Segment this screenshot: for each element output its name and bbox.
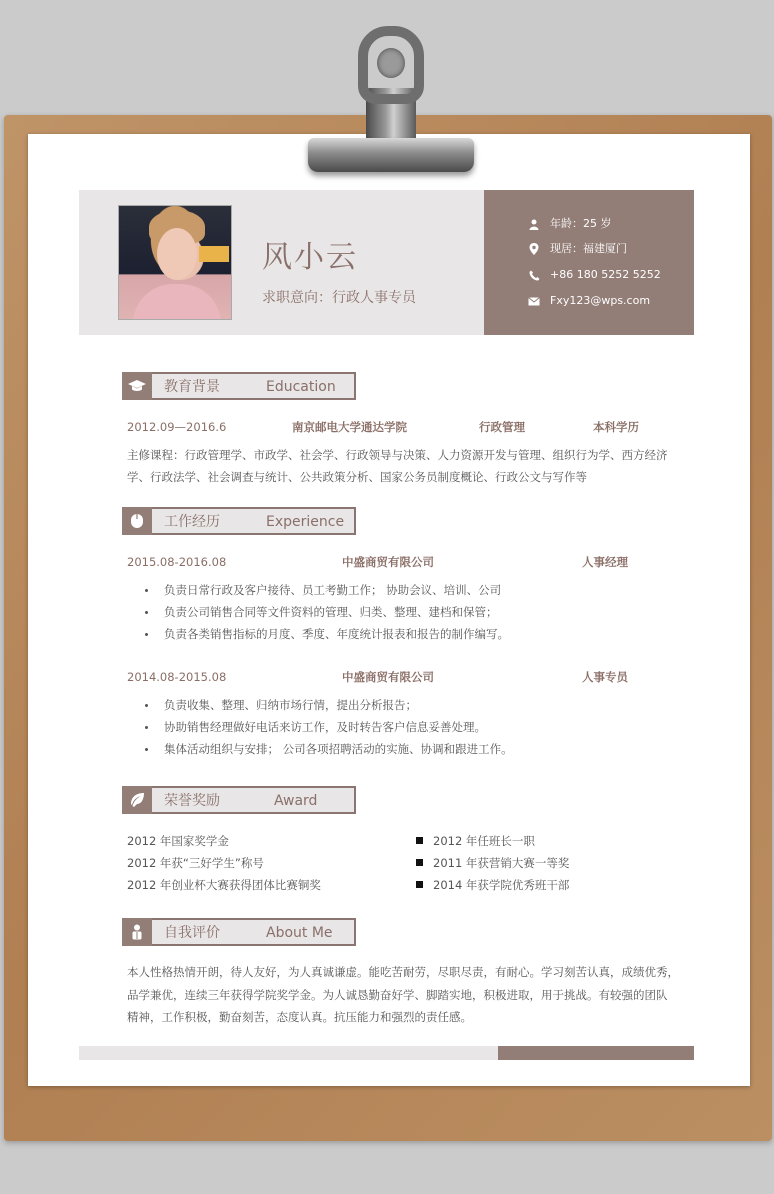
education-courses-line1: 主修课程：行政管理学、市政学、社会学、行政领导与决策、人力资源开发与管理、组织行为学、西方经济 [127, 448, 668, 462]
person-icon [122, 918, 152, 946]
info-phone: +86 180 5252 5252 [528, 267, 661, 283]
education-school: 南京邮电大学通达学院 [292, 420, 407, 434]
about-line: 本人性格热情开朗，待人友好，为人真诚谦虚。能吃苦耐劳，尽职尽责，有耐心。学习刻苦认真，成绩优秀， [127, 965, 679, 979]
about-line: 品学兼优，连续三年获得学院奖学金。为人诚恳勤奋好学、脚踏实地，积极进取，用于挑战。有较强的团队 [127, 988, 668, 1002]
about-line: 精神，工作积极，勤奋刻苦，态度认真。抗压能力和强烈的责任感。 [127, 1010, 472, 1024]
award-item: 2012 年国家奖学金 [127, 834, 229, 848]
award-item: 2012 年任班长一职 [433, 834, 535, 848]
job1-company: 中盛商贸有限公司 [342, 555, 434, 569]
profile-photo [118, 205, 232, 320]
section-about-header: 自我评价 About Me [122, 918, 356, 946]
footer-bar-light [79, 1046, 498, 1060]
person-icon [528, 218, 540, 230]
section-award-header: 荣誉奖励 Award [122, 786, 356, 814]
award-item: 2012 年创业杯大赛获得团体比赛铜奖 [127, 878, 321, 892]
award-item: 2014 年获学院优秀班干部 [433, 878, 570, 892]
job2-period: 2014.08-2015.08 [127, 670, 227, 684]
graduation-cap-icon [122, 372, 152, 400]
job1-role: 人事经理 [582, 555, 628, 569]
job2-company: 中盛商贸有限公司 [342, 670, 434, 684]
education-major: 行政管理 [479, 420, 525, 434]
job1-period: 2015.08-2016.08 [127, 555, 227, 569]
section-education-header: 教育背景 Education [122, 372, 356, 400]
info-location: 现居：福建厦门 [528, 241, 627, 257]
phone-icon [528, 269, 540, 281]
job-objective: 求职意向：行政人事专员 [262, 290, 416, 306]
location-pin-icon [528, 243, 540, 255]
section-experience-header: 工作经历 Experience [122, 507, 356, 535]
job1-duty: 负责各类销售指标的月度、季度、年度统计报表和报告的制作编写。 [164, 627, 509, 641]
education-courses-line2: 学、行政法学、社会调查与统计、公共政策分析、国家公务员制度概论、行政公文与写作等 [127, 470, 587, 484]
job1-duty: 负责公司销售合同等文件资料的管理、归类、整理、建档和保管； [164, 605, 498, 619]
clip-hole [377, 48, 405, 78]
mouse-icon [122, 507, 152, 535]
award-item: 2012 年获“三好学生”称号 [127, 856, 264, 870]
job2-duty: 集体活动组织与安排； 公司各项招聘活动的实施、协调和跟进工作。 [164, 742, 513, 756]
mail-icon [528, 295, 540, 307]
binder-clip [308, 138, 474, 172]
info-age: 年龄：25 岁 [528, 216, 612, 232]
job2-duty: 协助销售经理做好电话来访工作，及时转告客户信息妥善处理。 [164, 720, 486, 734]
footer-bar-accent [498, 1046, 694, 1060]
job1-duty: 负责日常行政及客户接待、员工考勤工作； 协助会议、培训、公司 [164, 583, 502, 597]
info-email: Fxy123@wps.com [528, 293, 650, 309]
award-item: 2011 年获营销大赛一等奖 [433, 856, 570, 870]
education-degree: 本科学历 [593, 420, 639, 434]
leaf-icon [122, 786, 152, 814]
job2-duty: 负责收集、整理、归纳市场行情，提出分析报告； [164, 698, 417, 712]
education-period: 2012.09—2016.6 [127, 420, 227, 434]
contact-panel [484, 190, 694, 335]
job2-role: 人事专员 [582, 670, 628, 684]
candidate-name: 风小云 [262, 240, 358, 275]
